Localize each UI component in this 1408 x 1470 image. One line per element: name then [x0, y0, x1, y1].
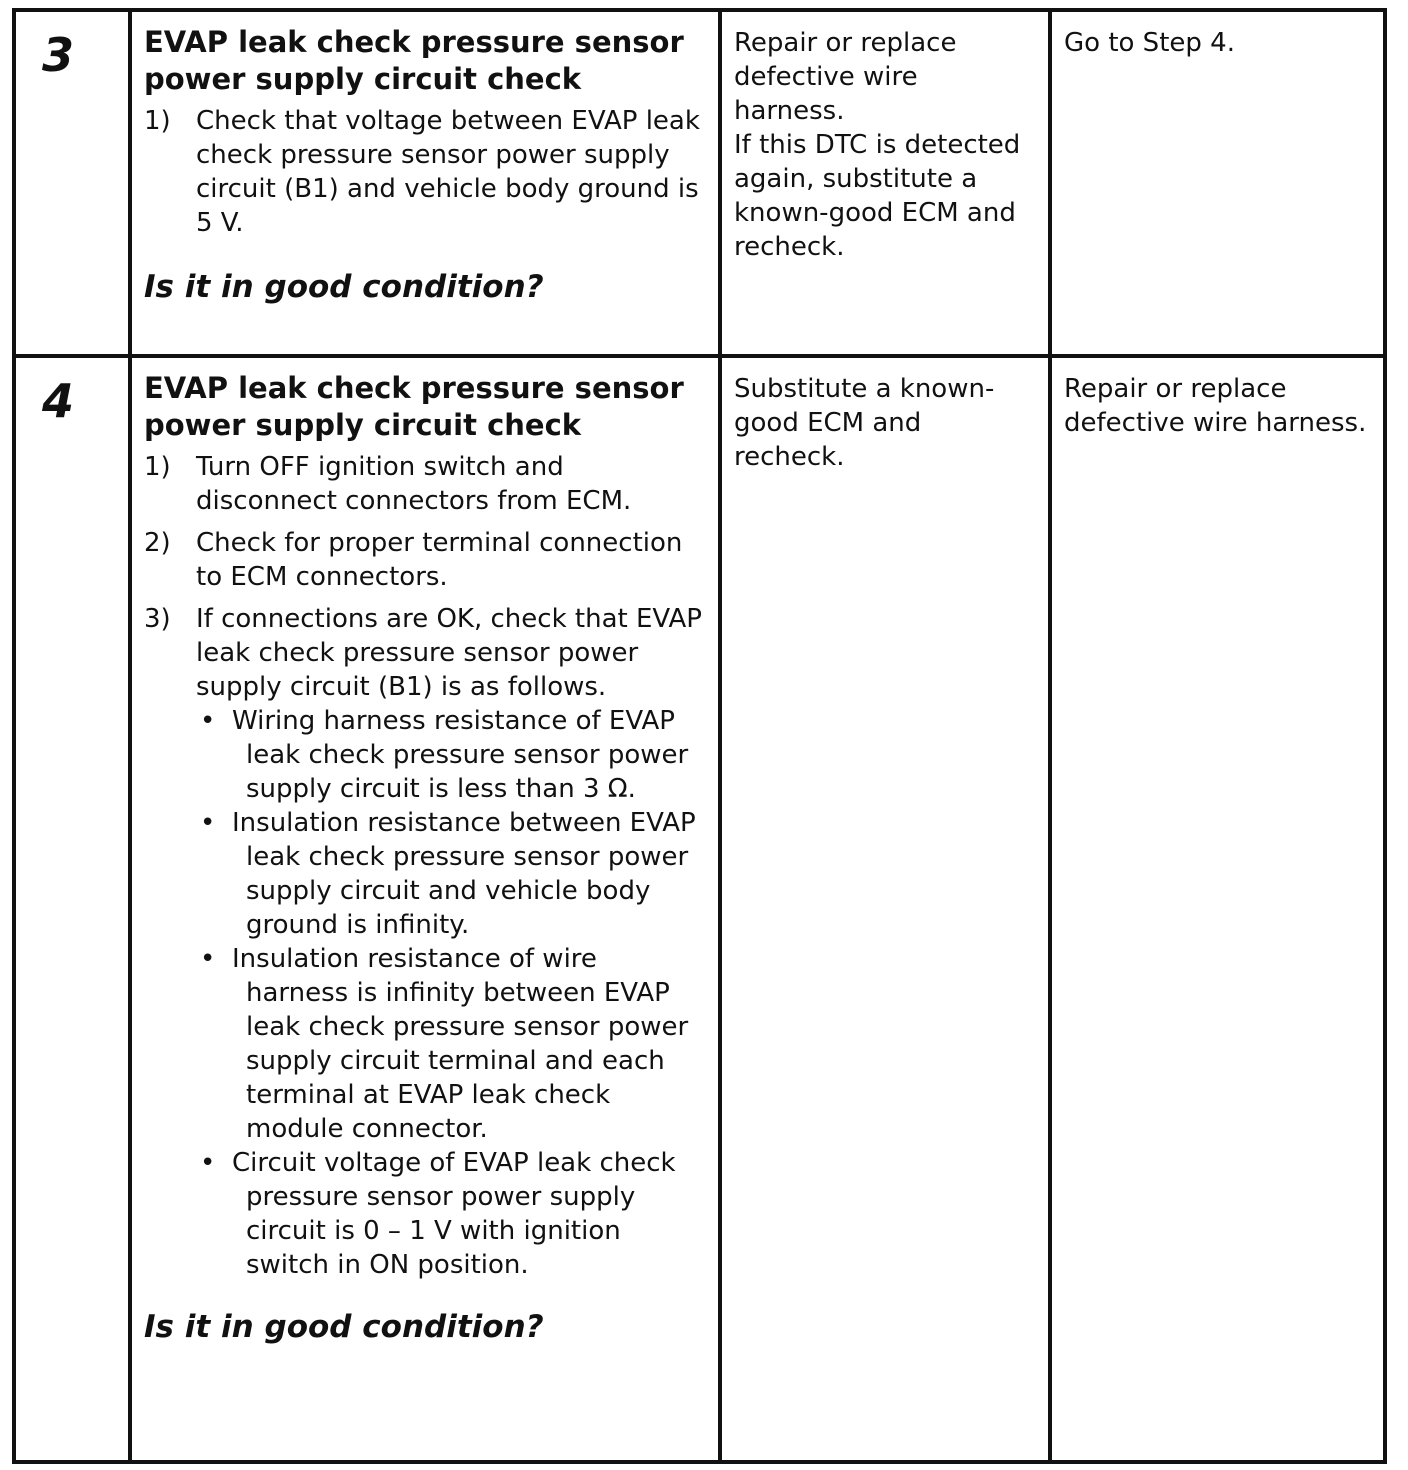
diagnostic-step-table — [12, 8, 1387, 1464]
criteria-item — [196, 806, 706, 942]
procedure-item-text: Turn OFF ignition switch and disconnect connectors from ECM. — [196, 452, 632, 516]
procedure-item — [144, 526, 706, 594]
procedure-item-text: Check for proper terminal connection to ECM connectors. — [196, 528, 683, 592]
procedure-item-text: Check that voltage between EVAP leak check pressure sensor power supply circuit (B1) and vehicle body ground is 5 V. — [196, 106, 700, 238]
criteria-item — [196, 942, 706, 1146]
no-result-text: Go to Step 4. — [1064, 28, 1235, 58]
procedure-item-number: 1) — [144, 106, 171, 136]
bullet-icon: • — [200, 808, 216, 838]
step-heading: EVAP leak check pressure sensor power supply circuit check — [144, 371, 684, 442]
bullet-icon: • — [200, 944, 216, 974]
yes-result-cell — [720, 356, 1050, 1462]
criteria-list — [196, 704, 706, 1282]
procedure-item — [144, 450, 706, 518]
yes-result-line: Repair or replace defective wire harness. — [734, 28, 957, 126]
yes-result-line: If this DTC is detected again, substitute a known-good ECM and recheck. — [734, 130, 1021, 262]
step-action-cell — [130, 356, 720, 1462]
procedure-item — [144, 104, 706, 240]
procedure-item-number: 1) — [144, 452, 171, 482]
yes-result-text: Substitute a known-good ECM and recheck. — [734, 374, 995, 472]
step-action-cell — [130, 10, 720, 356]
no-result-text: Repair or replace defective wire harness. — [1064, 374, 1367, 438]
criteria-text: Insulation resistance between EVAP leak check pressure sensor power supply circuit and vehicle body ground is infinity. — [232, 808, 696, 940]
procedure-item-text: If connections are OK, check that EVAP leak check pressure sensor power supply circuit (B1) is as follows. — [196, 604, 702, 702]
criteria-item — [196, 1146, 706, 1282]
bullet-icon: • — [200, 1148, 216, 1178]
bullet-icon: • — [200, 706, 216, 736]
step-number: 3 — [42, 28, 75, 82]
criteria-item — [196, 704, 706, 806]
procedure-item-number: 3) — [144, 604, 171, 634]
step-row-4 — [14, 356, 1385, 1462]
step-row-3 — [14, 10, 1385, 356]
procedure-item — [144, 602, 706, 1282]
step-number-cell — [14, 10, 130, 356]
no-result-cell — [1050, 356, 1385, 1462]
yes-result-cell — [720, 10, 1050, 356]
step-number: 4 — [42, 374, 75, 428]
step-heading: EVAP leak check pressure sensor power supply circuit check — [144, 25, 684, 96]
criteria-text: Circuit voltage of EVAP leak check pressure sensor power supply circuit is 0 – 1 V with ignition switch in ON position. — [232, 1148, 676, 1280]
no-result-cell — [1050, 10, 1385, 356]
criteria-text: Wiring harness resistance of EVAP leak check pressure sensor power supply circuit is less than 3 Ω. — [232, 706, 689, 804]
procedure-item-number: 2) — [144, 528, 171, 558]
condition-question: Is it in good condition? — [144, 269, 544, 305]
step-number-cell — [14, 356, 130, 1462]
condition-question: Is it in good condition? — [144, 1309, 544, 1345]
criteria-text: Insulation resistance of wire harness is infinity between EVAP leak check pressure sensor power supply circuit terminal and each terminal at EVAP leak check module connector. — [232, 944, 689, 1144]
